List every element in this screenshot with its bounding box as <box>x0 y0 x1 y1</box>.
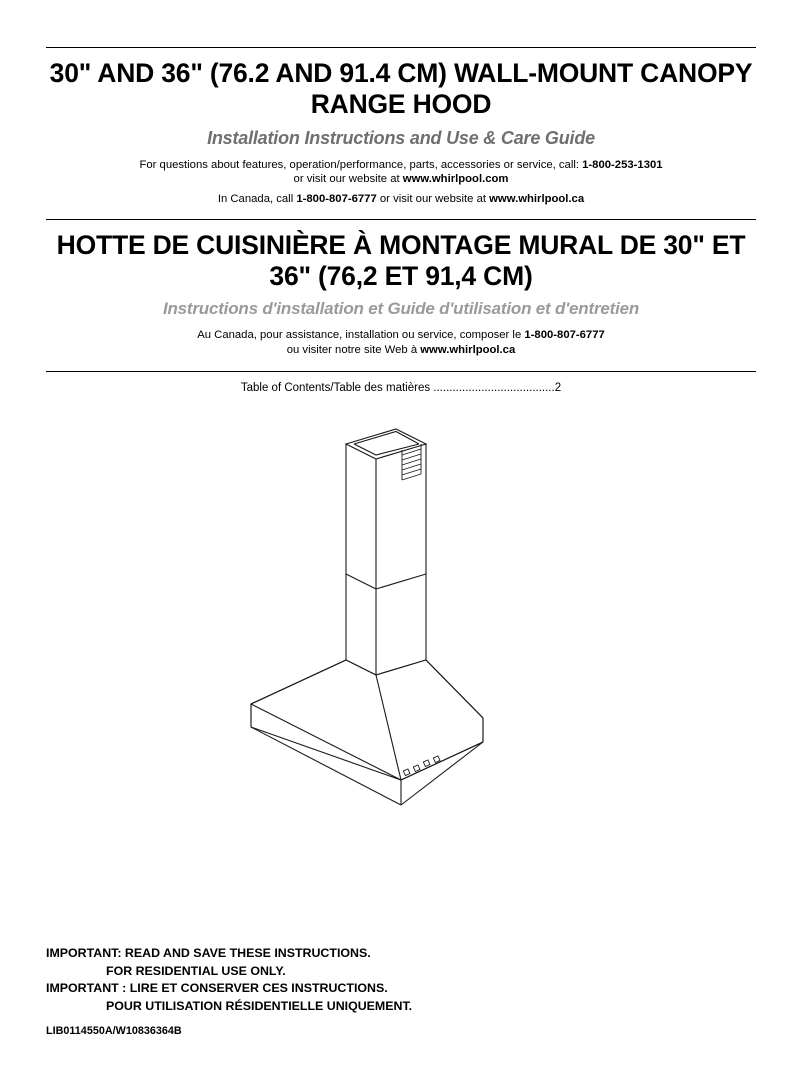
contact-line-2 <box>46 172 756 186</box>
contact-info-french <box>46 328 756 357</box>
page-title-english: 30" AND 36" (76.2 AND 91.4 CM) WALL-MOUNT CANOPY RANGE HOOD <box>49 58 753 120</box>
contact-line-3-text: In Canada, call <box>217 193 297 206</box>
divider-toc <box>46 371 756 372</box>
wall-mount-canopy-range-hood-illustration <box>191 422 611 842</box>
website-whirlpool-ca: www.whirlpool.ca <box>489 193 585 206</box>
contact-fr-line-2 <box>46 343 756 358</box>
notice-line-4: POUR UTILISATION RÉSIDENTIELLE UNIQUEMENT. <box>106 998 413 1013</box>
document-page <box>0 47 802 1084</box>
divider-middle <box>46 219 756 220</box>
contact-info-english <box>46 158 756 207</box>
contact-line-3-middle: or visit our website at <box>376 193 490 206</box>
contact-fr-line-2-text: ou visiter notre site Web à <box>286 343 421 356</box>
important-notice <box>46 945 756 1015</box>
contact-fr-line-1-text: Au Canada, pour assistance, installation ou service, composer le <box>197 329 525 342</box>
page-subtitle-french: Instructions d'installation et Guide d'utilisation et d'entretien <box>162 299 640 319</box>
contact-phone-us: 1-800-253-1301 <box>582 158 663 171</box>
contact-line-1-text: For questions about features, operation/performance, parts, accessories or service, call: <box>139 158 583 171</box>
website-whirlpool-ca-fr: www.whirlpool.ca <box>420 343 516 356</box>
contact-line-3 <box>46 192 756 206</box>
notice-line-3: IMPORTANT : LIRE ET CONSERVER CES INSTRUCTIONS. <box>46 981 388 996</box>
document-code: LIB0114550A/W10836364B <box>46 1025 182 1037</box>
divider-top <box>46 47 756 48</box>
contact-phone-canada: 1-800-807-6777 <box>296 193 377 206</box>
contact-fr-line-1 <box>46 328 756 343</box>
table-of-contents-entry: Table of Contents/Table des matières ......................................2 <box>240 382 562 395</box>
website-whirlpool-com: www.whirlpool.com <box>402 172 509 185</box>
page-subtitle-english: Installation Instructions and Use & Care Guide <box>207 127 595 148</box>
page-title-french: HOTTE DE CUISINIÈRE À MONTAGE MURAL DE 30" ET 36" (76,2 ET 91,4 CM) <box>56 229 746 291</box>
contact-line-2-text: or visit our website at <box>293 172 403 185</box>
product-illustration-container <box>46 422 756 842</box>
contact-fr-phone: 1-800-807-6777 <box>524 329 605 342</box>
notice-line-1: IMPORTANT: READ AND SAVE THESE INSTRUCTIONS. <box>46 946 371 960</box>
notice-line-2: FOR RESIDENTIAL USE ONLY. <box>106 963 286 978</box>
contact-line-1 <box>46 158 756 172</box>
